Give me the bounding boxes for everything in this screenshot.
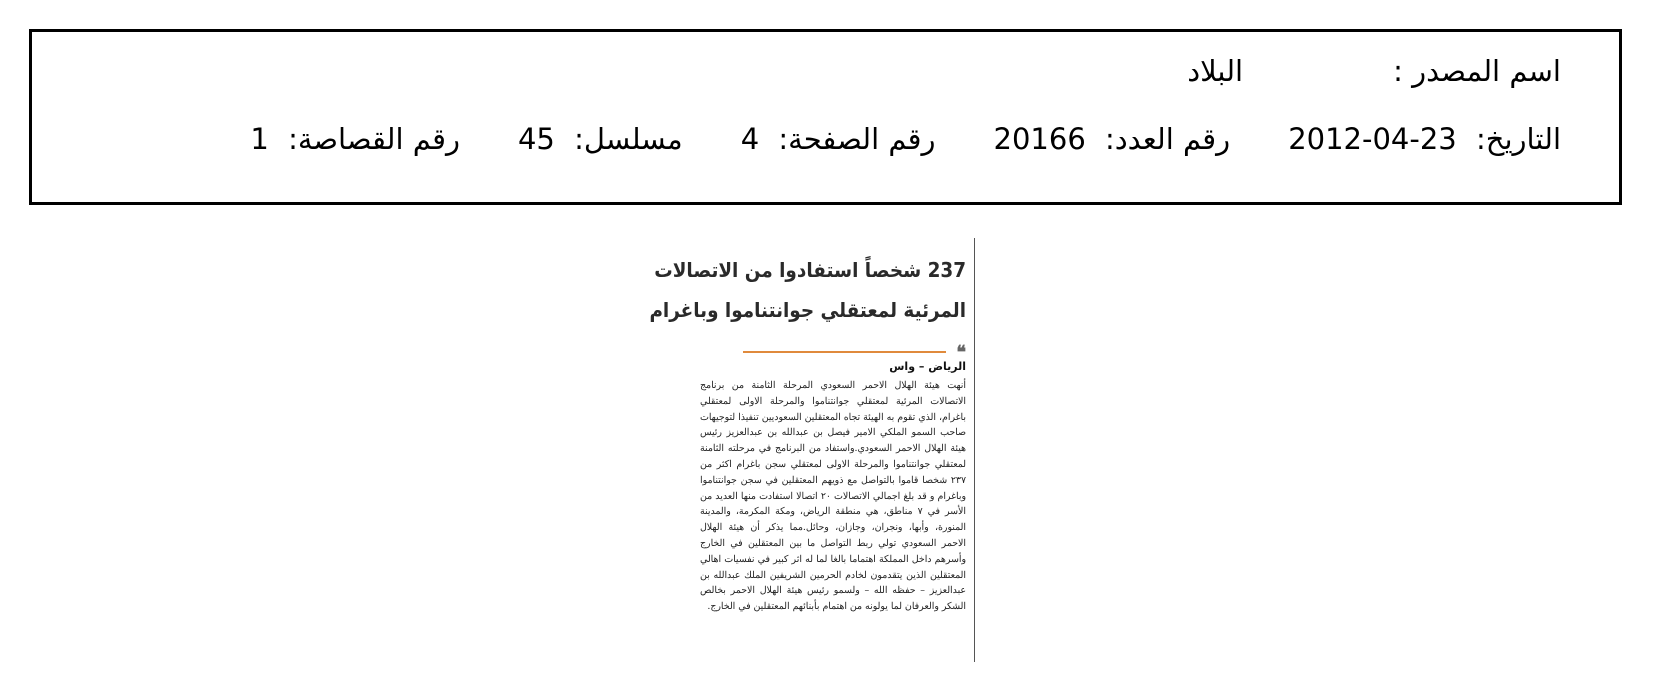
headline-line-1: 237 شخصاً استفادوا من الاتصالات bbox=[654, 258, 966, 282]
source-row bbox=[1187, 54, 1561, 88]
page-label: رقم الصفحة: bbox=[778, 122, 936, 156]
clip-field bbox=[250, 122, 460, 156]
headline-line-2: المرئية لمعتقلي جوانتناموا وباغرام bbox=[649, 298, 966, 322]
page-field bbox=[741, 122, 936, 156]
page-value: 4 bbox=[740, 122, 760, 156]
source-label: اسم المصدر : bbox=[1393, 54, 1561, 88]
issue-value: 20166 bbox=[993, 122, 1086, 156]
metadata-box bbox=[29, 29, 1622, 205]
dateline: الرياض – واس bbox=[889, 360, 966, 373]
clip-value: 1 bbox=[250, 122, 269, 156]
date-value: 2012-04-23 bbox=[1288, 122, 1457, 156]
serial-label: مسلسل: bbox=[574, 122, 683, 156]
source-value: البلاد bbox=[1187, 54, 1244, 88]
clip-label: رقم القصاصة: bbox=[288, 122, 460, 156]
quote-icon: ❝ bbox=[956, 342, 966, 363]
date-label: التاريخ: bbox=[1475, 122, 1561, 156]
serial-value: 45 bbox=[517, 122, 555, 156]
serial-field bbox=[518, 122, 683, 156]
details-row bbox=[250, 122, 1561, 156]
date-field bbox=[1288, 122, 1561, 156]
accent-rule bbox=[743, 351, 946, 353]
issue-field bbox=[994, 122, 1231, 156]
issue-label: رقم العدد: bbox=[1105, 122, 1231, 156]
article-body: أنهت هيئة الهلال الاحمر السعودي المرحلة الثامنة من برنامج الاتصالات المرئية لمعتقلي جوانتناموا والمرحلة الاولى لمعتقلي باغرام، الذي تقوم به الهيئة تجاه المعتقلين السعوديين تنفيذا لتوجيهات صاحب السمو الملكي الامير فيصل بن عبدالله بن عبدالعزيز رئيس هيئة الهلال الاحمر السعودي.واستفاد من البرنامج في مرحلته الثامنة لمعتقلي جوانتناموا والمرحلة الاولى لمعتقلي سجن باغرام اكثر من ٢٣٧ شخصا قاموا بالتواصل مع ذويهم المعتقلين في سجن جوانتناموا وباغرام و قد بلغ اجمالي الاتصالات ٢٠ اتصالا استفادت منها العديد من الأسر في ٧ مناطق، هي منطقة الرياض، ومكة المكرمة، والمدينة المنورة، وأبها، ونجران، وجازان، وحائل.مما يذكر أن هيئة الهلال الاحمر السعودي تولي ربط التواصل ما بين المعتقلين في الخارج وأسرهم داخل المملكة اهتماما بالغا لما له اثر كبير في نفسيات اهالي المعتقلين الذين يتقدمون لخادم الحرمين الشريفين الملك عبدالله بن عبدالعزيز – حفظه الله – ولسمو رئيس هيئة الهلال الاحمر بخالص الشكر والعرفان لما يولونه من اهتمام بأبنائهم المعتقلين في الخارج. bbox=[700, 380, 966, 613]
newspaper-clipping bbox=[649, 238, 975, 662]
